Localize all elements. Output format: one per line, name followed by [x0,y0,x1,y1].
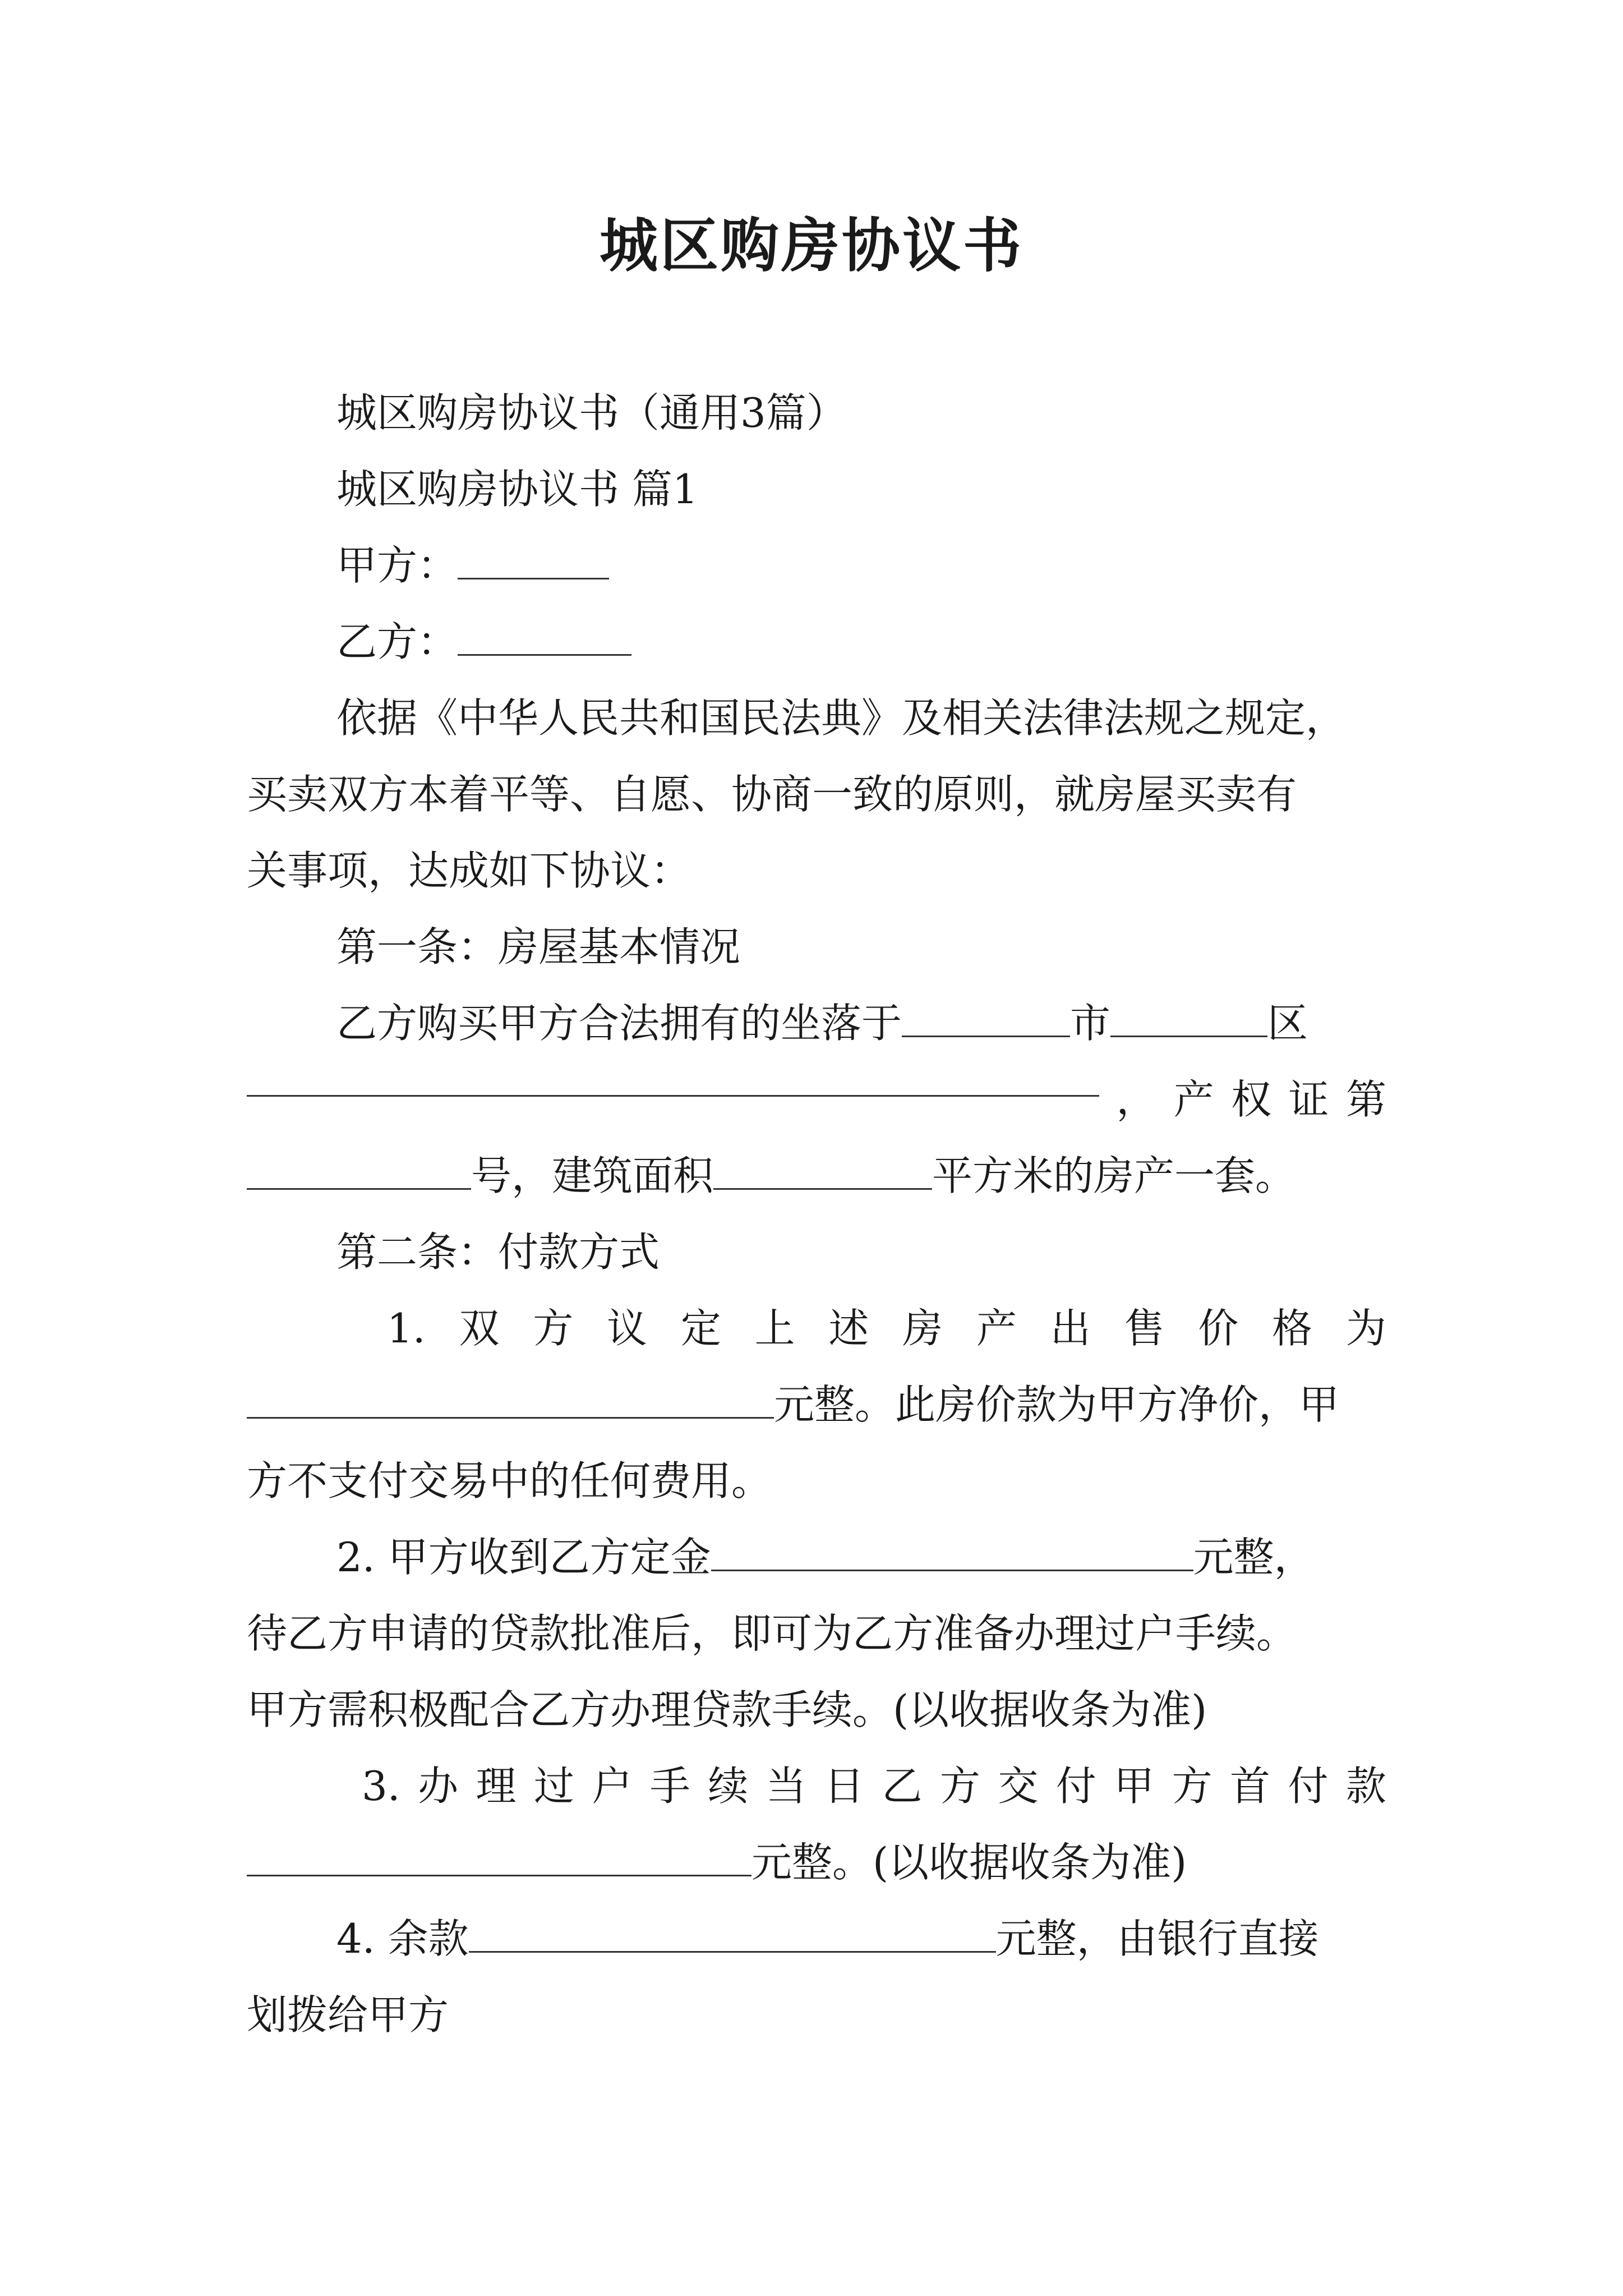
item-1-char: 定 [680,1305,721,1352]
article-1-text-a: 乙方购买甲方合法拥有的坐落于 [336,1000,902,1047]
district-blank [1110,1002,1267,1037]
article-1-char-zheng: 证 [1288,1076,1329,1123]
item-1-char: 方 [533,1305,574,1352]
item-1-line-2 [247,1366,1386,1443]
item-1-char: 为 [1345,1305,1386,1352]
item-3-char: 乙 [882,1763,923,1810]
item-2-text-a: 2. 甲方收到乙方定金 [336,1534,711,1581]
certificate-number-blank [247,1154,471,1190]
deposit-blank [711,1536,1193,1571]
item-3-char: 办 [418,1763,459,1810]
document-body [247,375,1386,2053]
item-3-char: 日 [824,1763,865,1810]
item-4-text-b: 元整，由银行直接 [995,1915,1319,1962]
item-2-line-3: 甲方需积极配合乙方办理贷款手续。(以收据收条为准) [247,1686,1207,1733]
party-b-blank [458,620,631,656]
item-2-text-b: 元整， [1193,1534,1315,1581]
area-blank [713,1154,932,1190]
item-1-char: 房 [902,1305,943,1352]
document-subtitle: 城区购房协议书（通用3篇） [336,389,847,436]
item-3-char: 交 [998,1763,1039,1810]
item-3-char: 付 [1288,1763,1329,1810]
item-2-line-1 [247,1519,1386,1595]
balance-blank [469,1917,996,1953]
item-1-char: 出 [1050,1305,1091,1352]
article-2-heading: 第二条：付款方式 [336,1228,660,1276]
item-1-char: 售 [1124,1305,1165,1352]
item-3-char: 方 [939,1763,980,1810]
section-heading: 城区购房协议书 篇1 [336,466,698,513]
item-1-char: 产 [976,1305,1017,1352]
preamble-line-3: 关事项，达成如下协议： [247,847,691,894]
article-1-line-2 [247,1061,1386,1138]
price-blank [247,1383,774,1419]
article-1-line-3 [247,1138,1386,1214]
preamble-line-1: 依据《中华人民共和国民法典》及相关法律法规之规定， [336,694,1347,742]
item-3-char: 理 [476,1763,517,1810]
item-3-char: 续 [708,1763,749,1810]
item-4-line-2: 划拨给甲方 [247,1991,449,2039]
item-3-line-2 [247,1824,1386,1901]
party-a-blank [458,544,609,579]
article-1-char-chan: 产 [1173,1076,1214,1123]
party-a-line [247,527,1386,604]
preamble-line-2: 买卖双方本着平等、自愿、协商一致的原则，就房屋买卖有 [247,771,1297,818]
article-1-text-city: 市 [1070,1000,1111,1047]
item-3-char: 付 [1055,1763,1096,1810]
item-3-char: 过 [533,1763,574,1810]
article-1-char-di: 第 [1345,1076,1386,1123]
city-blank [902,1002,1070,1037]
party-a-label: 甲方： [336,542,458,589]
address-blank [247,1061,1099,1097]
item-1-char: 1. [387,1305,426,1352]
item-1-char: 上 [754,1305,795,1352]
article-1-comma: ， [1116,1076,1157,1123]
article-1-char-quan: 权 [1231,1076,1272,1123]
item-4-text-a: 4. 余款 [336,1915,469,1962]
article-1-text-end: 平方米的房产一套。 [932,1152,1296,1199]
party-b-line [247,604,1386,680]
item-3-text: 元整。(以收据收条为准) [751,1839,1187,1886]
item-1-char: 双 [459,1305,500,1352]
item-1-text: 元整。此房价款为甲方净价，甲 [774,1381,1340,1428]
item-1-char: 述 [828,1305,869,1352]
article-1-text-district: 区 [1267,1000,1308,1047]
party-b-label: 乙方： [336,618,458,665]
item-1-char: 价 [1198,1305,1239,1352]
item-2-line-2: 待乙方申请的贷款批准后，即可为乙方准备办理过户手续。 [247,1610,1297,1657]
item-4-line-1 [247,1901,1386,1977]
item-3-line-1 [247,1748,1386,1824]
item-3-char: 首 [1230,1763,1271,1810]
item-3-char: 款 [1345,1763,1386,1810]
item-3-char: 当 [766,1763,806,1810]
article-1-heading: 第一条：房屋基本情况 [336,923,741,970]
down-payment-blank [247,1841,751,1876]
item-1-line-1 [247,1290,1386,1366]
article-1-line-1 [247,985,1386,1061]
item-3-char: 3. [362,1763,400,1810]
item-1-line-3: 方不支付交易中的任何费用。 [247,1457,772,1504]
item-3-char: 手 [649,1763,690,1810]
item-3-char: 方 [1172,1763,1212,1810]
item-3-char: 户 [592,1763,633,1810]
document-title: 城区购房协议书 [599,211,1023,280]
item-1-char: 格 [1272,1305,1313,1352]
article-1-text-area: 号，建筑面积 [471,1152,714,1199]
item-3-char: 甲 [1114,1763,1155,1810]
item-1-char: 议 [607,1305,648,1352]
